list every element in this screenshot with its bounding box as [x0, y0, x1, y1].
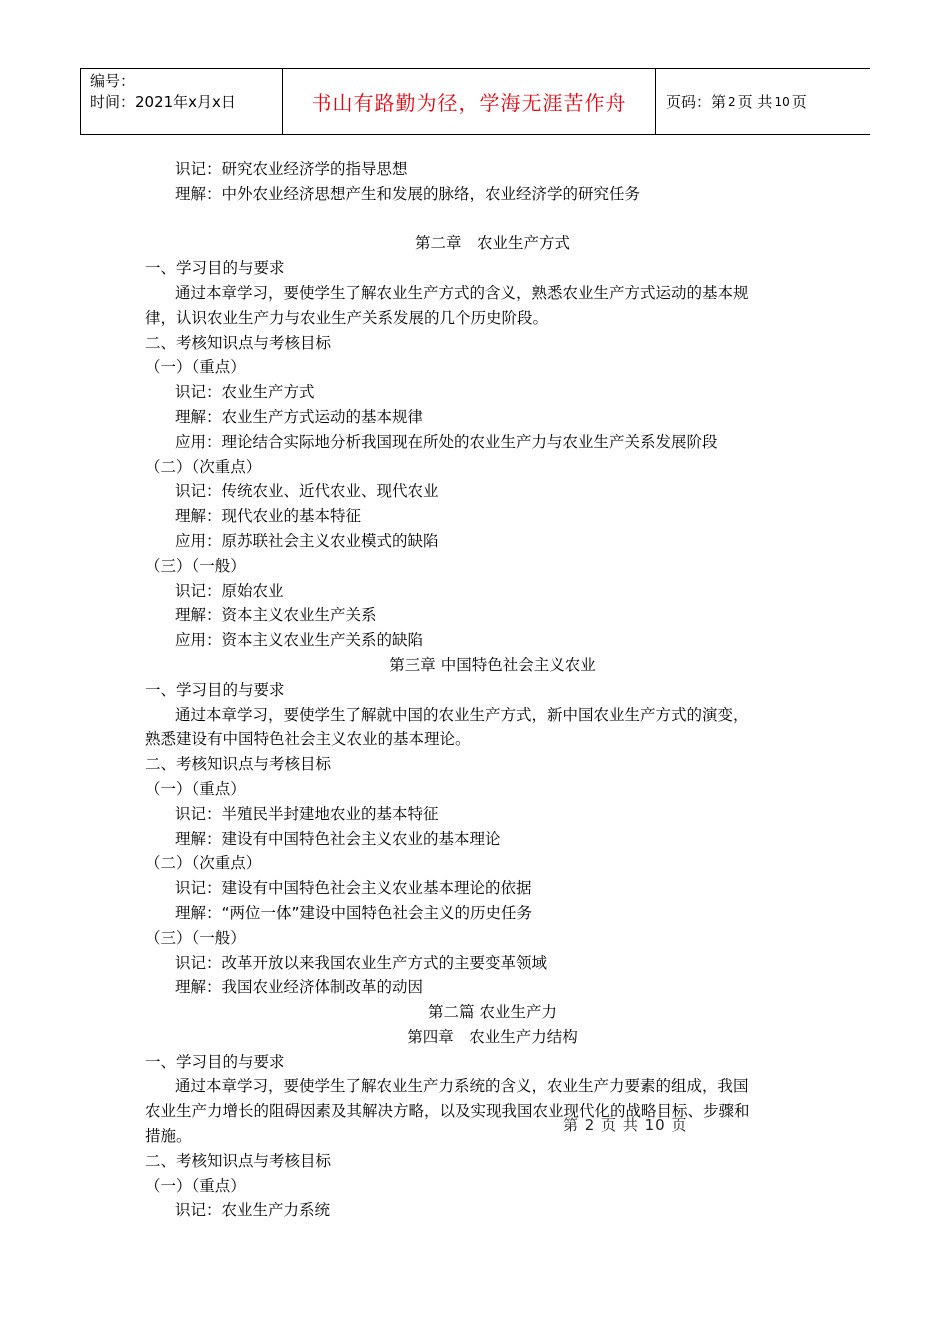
paragraph-line: 通过本章学习，要使学生了解就中国的农业生产方式，新中国农业生产方式的演变， — [175, 705, 749, 724]
item-line: 应用：理论结合实际地分析我国现在所处的农业生产力与农业生产关系发展阶段 — [175, 432, 718, 451]
motto-text: 书山有路勤为径，学海无涯苦作舟 — [311, 91, 627, 115]
item-line: 识记：改革开放以来我国农业生产方式的主要变革领域 — [175, 953, 548, 972]
section-line: 二、考核知识点与考核目标 — [145, 1151, 332, 1170]
chapter-heading: 第二篇 农业生产力 — [428, 1003, 557, 1022]
section-line: 一、学习目的与要求 — [145, 259, 285, 278]
priority-heading: （二）（次重点） — [145, 854, 262, 873]
document-body — [145, 157, 810, 1223]
item-line: 理解：农业生产方式运动的基本规律 — [175, 407, 424, 426]
document-header — [80, 68, 870, 135]
item-line: 理解：建设有中国特色社会主义农业的基本理论 — [175, 829, 501, 848]
priority-heading: （一）（重点） — [145, 779, 246, 798]
number-label: 编号： — [90, 72, 136, 90]
header-left-cell — [81, 69, 283, 134]
item-line: 理解：我国农业经济体制改革的动因 — [175, 978, 424, 997]
item-line: 识记：传统农业、近代农业、现代农业 — [175, 482, 439, 501]
section-line: 律，认识农业生产力与农业生产关系发展的几个历史阶段。 — [145, 308, 549, 327]
item-line: 理解：资本主义农业生产关系 — [175, 606, 377, 625]
time-label: 时间：2021年x月x日 — [90, 93, 236, 111]
page-total: 10 — [774, 94, 790, 109]
item-line: 识记：研究农业经济学的指导思想 — [175, 160, 408, 178]
item-line: 识记：农业生产力系统 — [175, 1201, 331, 1220]
chapter-heading: 第二章 农业生产方式 — [414, 234, 570, 253]
page-mid: 页 共 — [737, 93, 773, 111]
item-line: 理解：“两位一体”建设中国特色社会主义的历史任务 — [175, 903, 533, 922]
page-suffix: 页 — [791, 93, 807, 111]
chapter-heading: 第三章 中国特色社会主义农业 — [389, 655, 596, 674]
section-line: 二、考核知识点与考核目标 — [145, 755, 332, 774]
header-motto-cell — [283, 69, 656, 134]
page-footer-overlay: 第 2 页 共 10 页 — [563, 1116, 688, 1134]
priority-heading: （一）（重点） — [145, 1176, 246, 1195]
section-line: 一、学习目的与要求 — [145, 680, 285, 699]
chapter-heading: 第四章 农业生产力结构 — [407, 1027, 578, 1046]
priority-heading: （三）（一般） — [145, 556, 246, 575]
section-line: 一、学习目的与要求 — [145, 1052, 285, 1071]
section-line: 措施。 — [145, 1127, 192, 1146]
item-line: 应用：资本主义农业生产关系的缺陷 — [175, 631, 424, 650]
paragraph-line: 通过本章学习，要使学生了解农业生产方式的含义，熟悉农业生产方式运动的基本规 — [175, 283, 749, 302]
header-page-cell — [656, 69, 870, 134]
section-line: 二、考核知识点与考核目标 — [145, 333, 332, 352]
item-line: 应用：原苏联社会主义农业模式的缺陷 — [175, 531, 439, 550]
page-prefix: 页码：第 — [666, 93, 727, 111]
paragraph-line: 通过本章学习，要使学生了解农业生产力系统的含义，农业生产力要素的组成，我国 — [175, 1077, 749, 1096]
item-line: 识记：建设有中国特色社会主义农业基本理论的依据 — [175, 879, 532, 898]
item-line: 识记：农业生产方式 — [175, 383, 315, 402]
priority-heading: （二）（次重点） — [145, 457, 262, 476]
page-current: 2 — [728, 94, 736, 109]
item-line: 识记：半殖民半封建地农业的基本特征 — [175, 804, 439, 823]
section-line: 熟悉建设有中国特色社会主义农业的基本理论。 — [145, 730, 471, 749]
item-line: 理解：中外农业经济思想产生和发展的脉络，农业经济学的研究任务 — [175, 184, 641, 203]
section-line: 农业生产力增长的阻碍因素及其解决方略，以及实现我国农业现代化的战略目标、步骤和 — [145, 1102, 750, 1121]
blank-line — [145, 207, 810, 232]
priority-heading: （三）（一般） — [145, 928, 246, 947]
item-line: 理解：现代农业的基本特征 — [175, 507, 362, 526]
priority-heading: （一）（重点） — [145, 358, 246, 377]
item-line: 识记：原始农业 — [175, 581, 284, 600]
